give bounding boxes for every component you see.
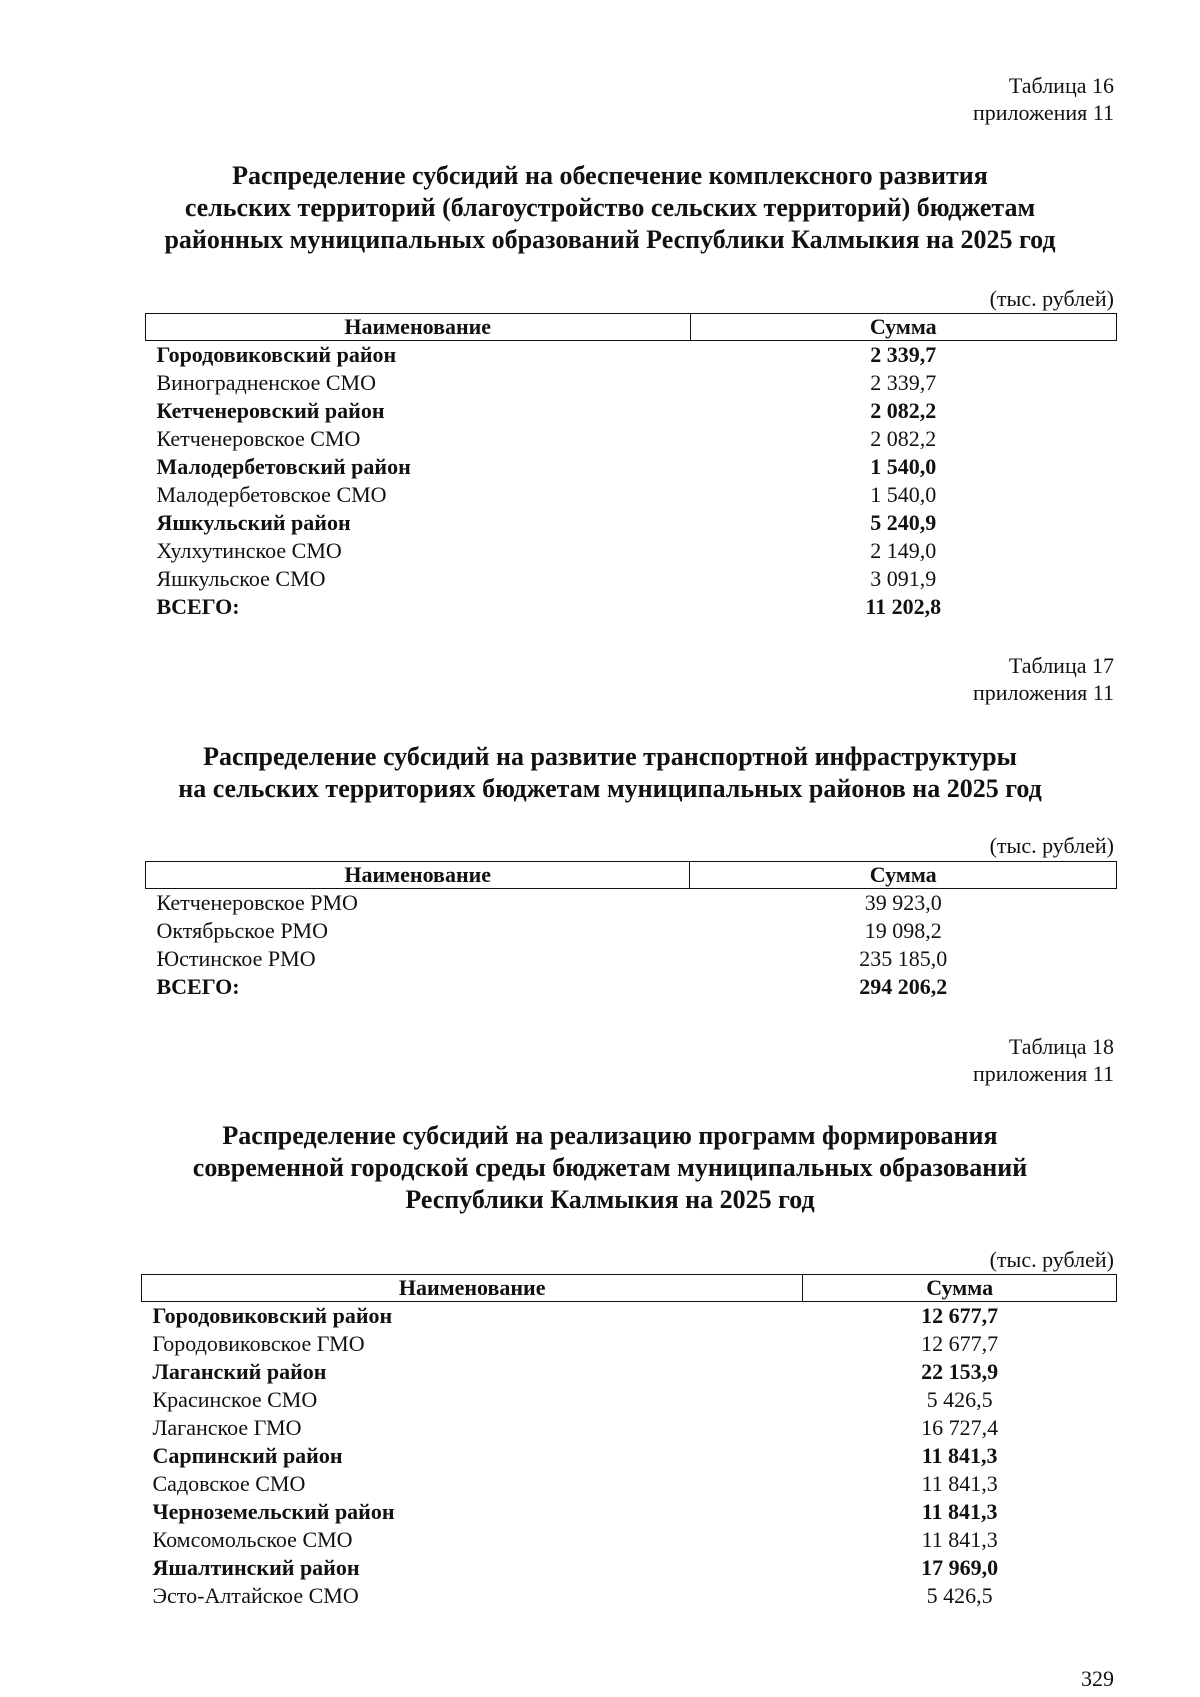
table-row — [146, 889, 1117, 918]
title-line: на сельских территориях бюджетам муниципальных районов на 2025 год — [178, 774, 1042, 803]
title-line: современной городской среды бюджетам муниципальных образований — [192, 1153, 1028, 1182]
row-name: Сарпинский район — [152, 1443, 343, 1468]
appendix-reference: приложения 11 — [972, 680, 1114, 705]
title-line: сельских территорий (благоустройство сельских территорий) бюджетам — [184, 193, 1036, 222]
table-18 — [141, 1274, 1117, 1610]
table-row — [142, 1414, 1117, 1442]
total-label: ВСЕГО: — [156, 594, 240, 619]
row-name: Садовское СМО — [152, 1471, 306, 1496]
row-name: Эсто-Алтайское СМО — [152, 1583, 359, 1608]
header-name: Наименование — [146, 862, 690, 889]
row-sum: 2 339,7 — [870, 342, 937, 367]
table-18-unit: (тыс. рублей) — [989, 1247, 1114, 1272]
appendix-reference: приложения 11 — [972, 100, 1114, 125]
row-sum: 2 082,2 — [870, 398, 937, 423]
title-line: Распределение субсидий на обеспечение комплексного развития — [232, 161, 988, 190]
row-name: Яшалтинский район — [152, 1555, 360, 1580]
row-sum: 5 240,9 — [870, 510, 937, 535]
table-18-title — [110, 1120, 1110, 1216]
row-name: Малодербетовское СМО — [156, 482, 387, 507]
row-sum: 2 149,0 — [870, 538, 937, 563]
row-name: Яшкульский район — [156, 510, 351, 535]
table-row — [146, 397, 1117, 425]
title-line: Республики Калмыкия на 2025 год — [405, 1185, 815, 1214]
table-17-unit: (тыс. рублей) — [989, 833, 1114, 858]
row-sum: 1 540,0 — [870, 454, 937, 479]
row-name: Кетченеровское РМО — [156, 890, 358, 915]
table-row — [146, 341, 1117, 370]
total-sum: 294 206,2 — [859, 974, 948, 999]
table-row — [142, 1582, 1117, 1610]
table-row — [142, 1498, 1117, 1526]
row-name: Городовиковское ГМО — [152, 1331, 365, 1356]
row-sum: 11 841,3 — [921, 1471, 998, 1496]
row-sum: 17 969,0 — [921, 1555, 999, 1580]
table-row — [142, 1526, 1117, 1554]
header-sum: Сумма — [690, 862, 1117, 889]
row-name: Хулхутинское СМО — [156, 538, 342, 563]
table-16-title — [110, 160, 1110, 256]
row-sum: 22 153,9 — [921, 1359, 999, 1384]
row-name: Городовиковский район — [156, 342, 397, 367]
row-name: Черноземельский район — [152, 1499, 395, 1524]
row-name: Городовиковский район — [152, 1303, 393, 1328]
row-sum: 5 426,5 — [926, 1583, 993, 1608]
row-name: Виноградненское СМО — [156, 370, 377, 395]
row-sum: 3 091,9 — [870, 566, 937, 591]
table-row — [142, 1358, 1117, 1386]
table-17-reference — [973, 652, 1114, 706]
header-name: Наименование — [146, 314, 691, 341]
appendix-reference: приложения 11 — [972, 1061, 1114, 1086]
row-sum: 11 841,3 — [921, 1499, 998, 1524]
row-sum: 2 339,7 — [870, 370, 937, 395]
table-number: Таблица 18 — [1008, 1034, 1114, 1059]
row-sum: 1 540,0 — [870, 482, 937, 507]
total-label: ВСЕГО: — [156, 974, 240, 999]
table-16 — [145, 313, 1117, 621]
page-number: 329 — [1081, 1666, 1114, 1691]
table-row — [142, 1302, 1117, 1331]
table-row — [146, 425, 1117, 453]
row-sum: 12 677,7 — [921, 1303, 999, 1328]
row-sum: 39 923,0 — [864, 890, 942, 915]
row-sum: 2 082,2 — [870, 426, 937, 451]
table-16-reference — [973, 72, 1114, 126]
table-header-row — [146, 862, 1117, 889]
table-header-row — [142, 1275, 1117, 1302]
row-name: Октябрьское РМО — [156, 918, 329, 943]
table-row — [146, 369, 1117, 397]
table-header-row — [146, 314, 1117, 341]
table-row — [146, 565, 1117, 593]
title-line: Распределение субсидий на развитие транспортной инфраструктуры — [203, 742, 1017, 771]
table-row — [146, 453, 1117, 481]
table-row — [142, 1442, 1117, 1470]
table-row — [146, 509, 1117, 537]
header-name: Наименование — [142, 1275, 803, 1302]
row-name: Кетченеровский район — [156, 398, 385, 423]
table-row — [146, 917, 1117, 945]
table-17-title — [110, 741, 1110, 805]
row-sum: 5 426,5 — [926, 1387, 993, 1412]
header-sum: Сумма — [803, 1275, 1117, 1302]
table-total-row — [146, 593, 1117, 621]
table-number: Таблица 17 — [1008, 653, 1114, 678]
table-number: Таблица 16 — [1008, 73, 1114, 98]
row-name: Кетченеровское СМО — [156, 426, 361, 451]
row-sum: 19 098,2 — [864, 918, 942, 943]
table-16-unit: (тыс. рублей) — [989, 286, 1114, 311]
row-name: Лаганское ГМО — [152, 1415, 302, 1440]
table-row — [146, 537, 1117, 565]
table-18-reference — [973, 1033, 1114, 1087]
row-sum: 235 185,0 — [859, 946, 948, 971]
header-sum: Сумма — [690, 314, 1117, 341]
table-total-row — [146, 973, 1117, 1001]
row-name: Яшкульское СМО — [156, 566, 326, 591]
row-name: Малодербетовский район — [156, 454, 411, 479]
row-sum: 11 841,3 — [921, 1527, 998, 1552]
total-sum: 11 202,8 — [865, 594, 942, 619]
table-row — [146, 945, 1117, 973]
table-row — [142, 1386, 1117, 1414]
table-row — [142, 1554, 1117, 1582]
table-17 — [145, 861, 1117, 1001]
row-name: Комсомольское СМО — [152, 1527, 353, 1552]
row-sum: 16 727,4 — [921, 1415, 999, 1440]
title-line: Распределение субсидий на реализацию программ формирования — [222, 1121, 998, 1150]
title-line: районных муниципальных образований Республики Калмыкия на 2025 год — [164, 225, 1056, 254]
row-name: Юстинское РМО — [156, 946, 316, 971]
row-sum: 11 841,3 — [921, 1443, 998, 1468]
table-row — [142, 1470, 1117, 1498]
row-name: Красинское СМО — [152, 1387, 318, 1412]
table-row — [142, 1330, 1117, 1358]
row-sum: 12 677,7 — [921, 1331, 999, 1356]
row-name: Лаганский район — [152, 1359, 327, 1384]
table-row — [146, 481, 1117, 509]
